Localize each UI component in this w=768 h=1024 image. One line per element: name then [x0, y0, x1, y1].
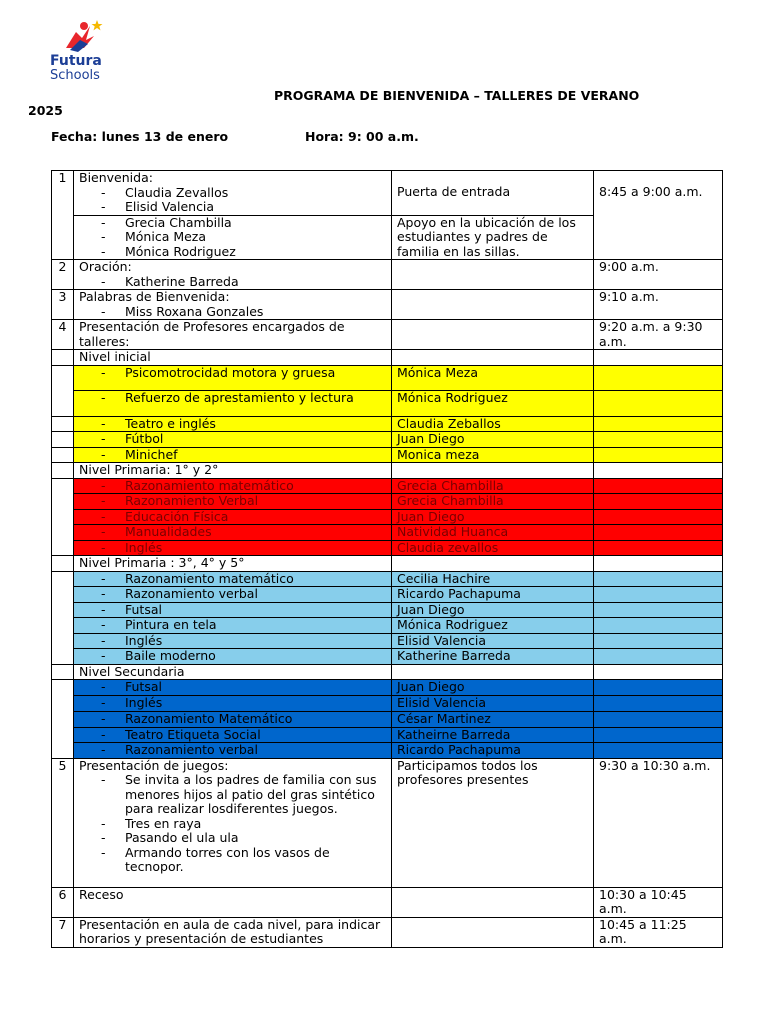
row-number: 1: [52, 171, 74, 260]
workshop-name: - Futsal: [79, 603, 386, 618]
list-item: - Elisid Valencia: [79, 200, 386, 215]
level-header: Nivel Primaria: 1° y 2°: [74, 463, 392, 479]
place-cell: [392, 917, 594, 947]
table-row: [52, 727, 723, 743]
page-title: PROGRAMA DE BIENVENIDA – TALLERES DE VERANO: [274, 88, 640, 103]
games-list: [79, 773, 386, 875]
table-row: [52, 540, 723, 556]
workshop-teacher: Elisid Valencia: [392, 696, 594, 712]
workshop-name: - Teatro Etiqueta Social: [79, 728, 386, 743]
table-row: [52, 602, 723, 618]
workshop-teacher: Juan Diego: [392, 432, 594, 448]
activity-label: Presentación de juegos:: [79, 758, 229, 773]
workshop-name: - Minichef: [79, 448, 386, 463]
table-row: [52, 649, 723, 665]
place-cell: [392, 320, 594, 350]
row-number: 6: [52, 887, 74, 917]
workshop-name: - Refuerzo de aprestamiento y lectura: [79, 391, 386, 406]
place-cell: Puerta de entrada: [392, 171, 594, 216]
workshop-name: - Pintura en tela: [79, 618, 386, 633]
workshop-teacher: Mónica Rodriguez: [392, 390, 594, 416]
place-cell: [392, 260, 594, 290]
row-number: 5: [52, 758, 74, 887]
table-row: [52, 478, 723, 494]
workshop-teacher: Ricardo Pachapuma: [392, 587, 594, 603]
workshop-name: - Psicomotrocidad motora y gruesa: [79, 366, 386, 381]
level-header: Nivel Secundaria: [74, 664, 392, 680]
workshop-name: - Futsal: [79, 680, 386, 695]
workshop-teacher: Juan Diego: [392, 509, 594, 525]
workshop-name: - Razonamiento Matemático: [79, 712, 386, 727]
activity-label: Oración:: [79, 259, 132, 274]
level-header: Nivel Primaria : 3°, 4° y 5°: [74, 556, 392, 572]
table-row: [52, 494, 723, 510]
table-row: [52, 416, 723, 432]
row-number: 2: [52, 260, 74, 290]
workshop-name: - Baile moderno: [79, 649, 386, 664]
activity-cell: [74, 290, 392, 320]
logo-figure-icon: [62, 18, 104, 52]
table-row: [52, 290, 723, 320]
list-item: - Mónica Meza: [79, 230, 386, 245]
table-row: [52, 320, 723, 350]
time-cell: 10:30 a 10:45 a.m.: [594, 887, 723, 917]
workshop-teacher: Grecia Chambilla: [392, 478, 594, 494]
row-number: 7: [52, 917, 74, 947]
workshop-name: - Inglés: [79, 634, 386, 649]
workshop-teacher: Natividad Huanca: [392, 525, 594, 541]
list-item: - Armando torres con los vasos de tecnopor.: [79, 846, 386, 875]
workshop-teacher: Ricardo Pachapuma: [392, 743, 594, 759]
workshop-teacher: Claudia zevallos: [392, 540, 594, 556]
table-row: [52, 743, 723, 759]
list-item: - Se invita a los padres de familia con sus menores hijos al patio del gras sintético para realizar losdiferentes juegos.: [79, 773, 386, 817]
workshop-name: - Razonamiento verbal: [79, 743, 386, 758]
table-row: [52, 633, 723, 649]
time-cell: 10:45 a 11:25 a.m.: [594, 917, 723, 947]
level-header-row: [52, 350, 723, 366]
time-cell: 9:10 a.m.: [594, 290, 723, 320]
workshop-name: - Razonamiento matemático: [79, 572, 386, 587]
program-table: [51, 170, 723, 948]
workshop-name: - Teatro e inglés: [79, 417, 386, 432]
table-row: [52, 696, 723, 712]
workshop-teacher: Elisid Valencia: [392, 633, 594, 649]
workshop-name: - Fútbol: [79, 432, 386, 447]
table-row: [52, 390, 723, 416]
table-row: [52, 711, 723, 727]
workshop-teacher: Monica meza: [392, 447, 594, 463]
list-item: - Pasando el ula ula: [79, 831, 386, 846]
list-item: - Tres en raya: [79, 817, 386, 832]
workshop-name: - Razonamiento matemático: [79, 479, 386, 494]
workshop-name: - Inglés: [79, 696, 386, 711]
workshop-teacher: Mónica Meza: [392, 365, 594, 390]
level-header-row: [52, 556, 723, 572]
place-cell: [392, 887, 594, 917]
list-item: - Claudia Zevallos: [79, 186, 386, 201]
workshop-teacher: Juan Diego: [392, 680, 594, 696]
activity-label: Presentación de Profesores encargados de talleres:: [74, 320, 392, 350]
table-row: [52, 571, 723, 587]
workshop-name: - Razonamiento verbal: [79, 587, 386, 602]
workshop-teacher: Katherine Barreda: [392, 649, 594, 665]
table-row: [52, 680, 723, 696]
list-item: - Grecia Chambilla: [79, 216, 386, 231]
activity-label: Receso: [74, 887, 392, 917]
table-row: [52, 447, 723, 463]
place-cell: Apoyo en la ubicación de los estudiantes y padres de familia en las sillas.: [392, 215, 594, 260]
table-row: [52, 525, 723, 541]
workshop-teacher: Juan Diego: [392, 602, 594, 618]
activity-cell: [74, 260, 392, 290]
event-time: Hora: 9: 00 a.m.: [305, 129, 419, 144]
activity-label: Palabras de Bienvenida:: [79, 289, 230, 304]
activity-cell: [74, 171, 392, 216]
title-year: 2025: [28, 103, 63, 118]
table-row: [52, 887, 723, 917]
list-item: - Mónica Rodriguez: [79, 245, 386, 260]
workshop-teacher: Katheirne Barreda: [392, 727, 594, 743]
list-item: - Miss Roxana Gonzales: [79, 305, 386, 320]
workshop-teacher: César Martinez: [392, 711, 594, 727]
table-row: [52, 365, 723, 390]
table-row: [52, 618, 723, 634]
table-row: [52, 917, 723, 947]
list-item: - Katherine Barreda: [79, 275, 386, 290]
table-row: [52, 432, 723, 448]
workshop-teacher: Cecilia Hachire: [392, 571, 594, 587]
workshop-teacher: Mónica Rodriguez: [392, 618, 594, 634]
participant-list: [79, 216, 386, 260]
place-cell: [392, 290, 594, 320]
activity-label: Bienvenida:: [79, 170, 153, 185]
logo-line-schools: Schools: [50, 68, 100, 83]
workshop-name: - Manualidades: [79, 525, 386, 540]
level-header-row: [52, 664, 723, 680]
table-row: [52, 260, 723, 290]
table-row: [52, 587, 723, 603]
workshop-name: - Razonamiento Verbal: [79, 494, 386, 509]
table-row: [52, 171, 723, 216]
workshop-name: - Inglés: [79, 541, 386, 556]
logo-line-futura: Futura: [50, 53, 102, 69]
time-cell: 9:00 a.m.: [594, 260, 723, 290]
time-cell: 8:45 a 9:00 a.m.: [594, 171, 723, 260]
activity-cell: [74, 758, 392, 887]
workshop-teacher: Claudia Zeballos: [392, 416, 594, 432]
workshop-teacher: Grecia Chambilla: [392, 494, 594, 510]
participant-list: [79, 186, 386, 215]
activity-label: Presentación en aula de cada nivel, para indicar horarios y presentación de estudiantes: [74, 917, 392, 947]
table-row: [52, 509, 723, 525]
row-number: 4: [52, 320, 74, 350]
workshop-name: - Educación Física: [79, 510, 386, 525]
level-header-row: [52, 463, 723, 479]
level-header: Nivel inicial: [74, 350, 392, 366]
time-cell: 9:20 a.m. a 9:30 a.m.: [594, 320, 723, 350]
event-date: Fecha: lunes 13 de enero: [51, 129, 229, 144]
time-cell: 9:30 a 10:30 a.m.: [594, 758, 723, 887]
school-logo: [46, 18, 116, 88]
row-number: 3: [52, 290, 74, 320]
table-row: [52, 758, 723, 887]
place-cell: Participamos todos los profesores presentes: [392, 758, 594, 887]
activity-cell: [74, 215, 392, 260]
